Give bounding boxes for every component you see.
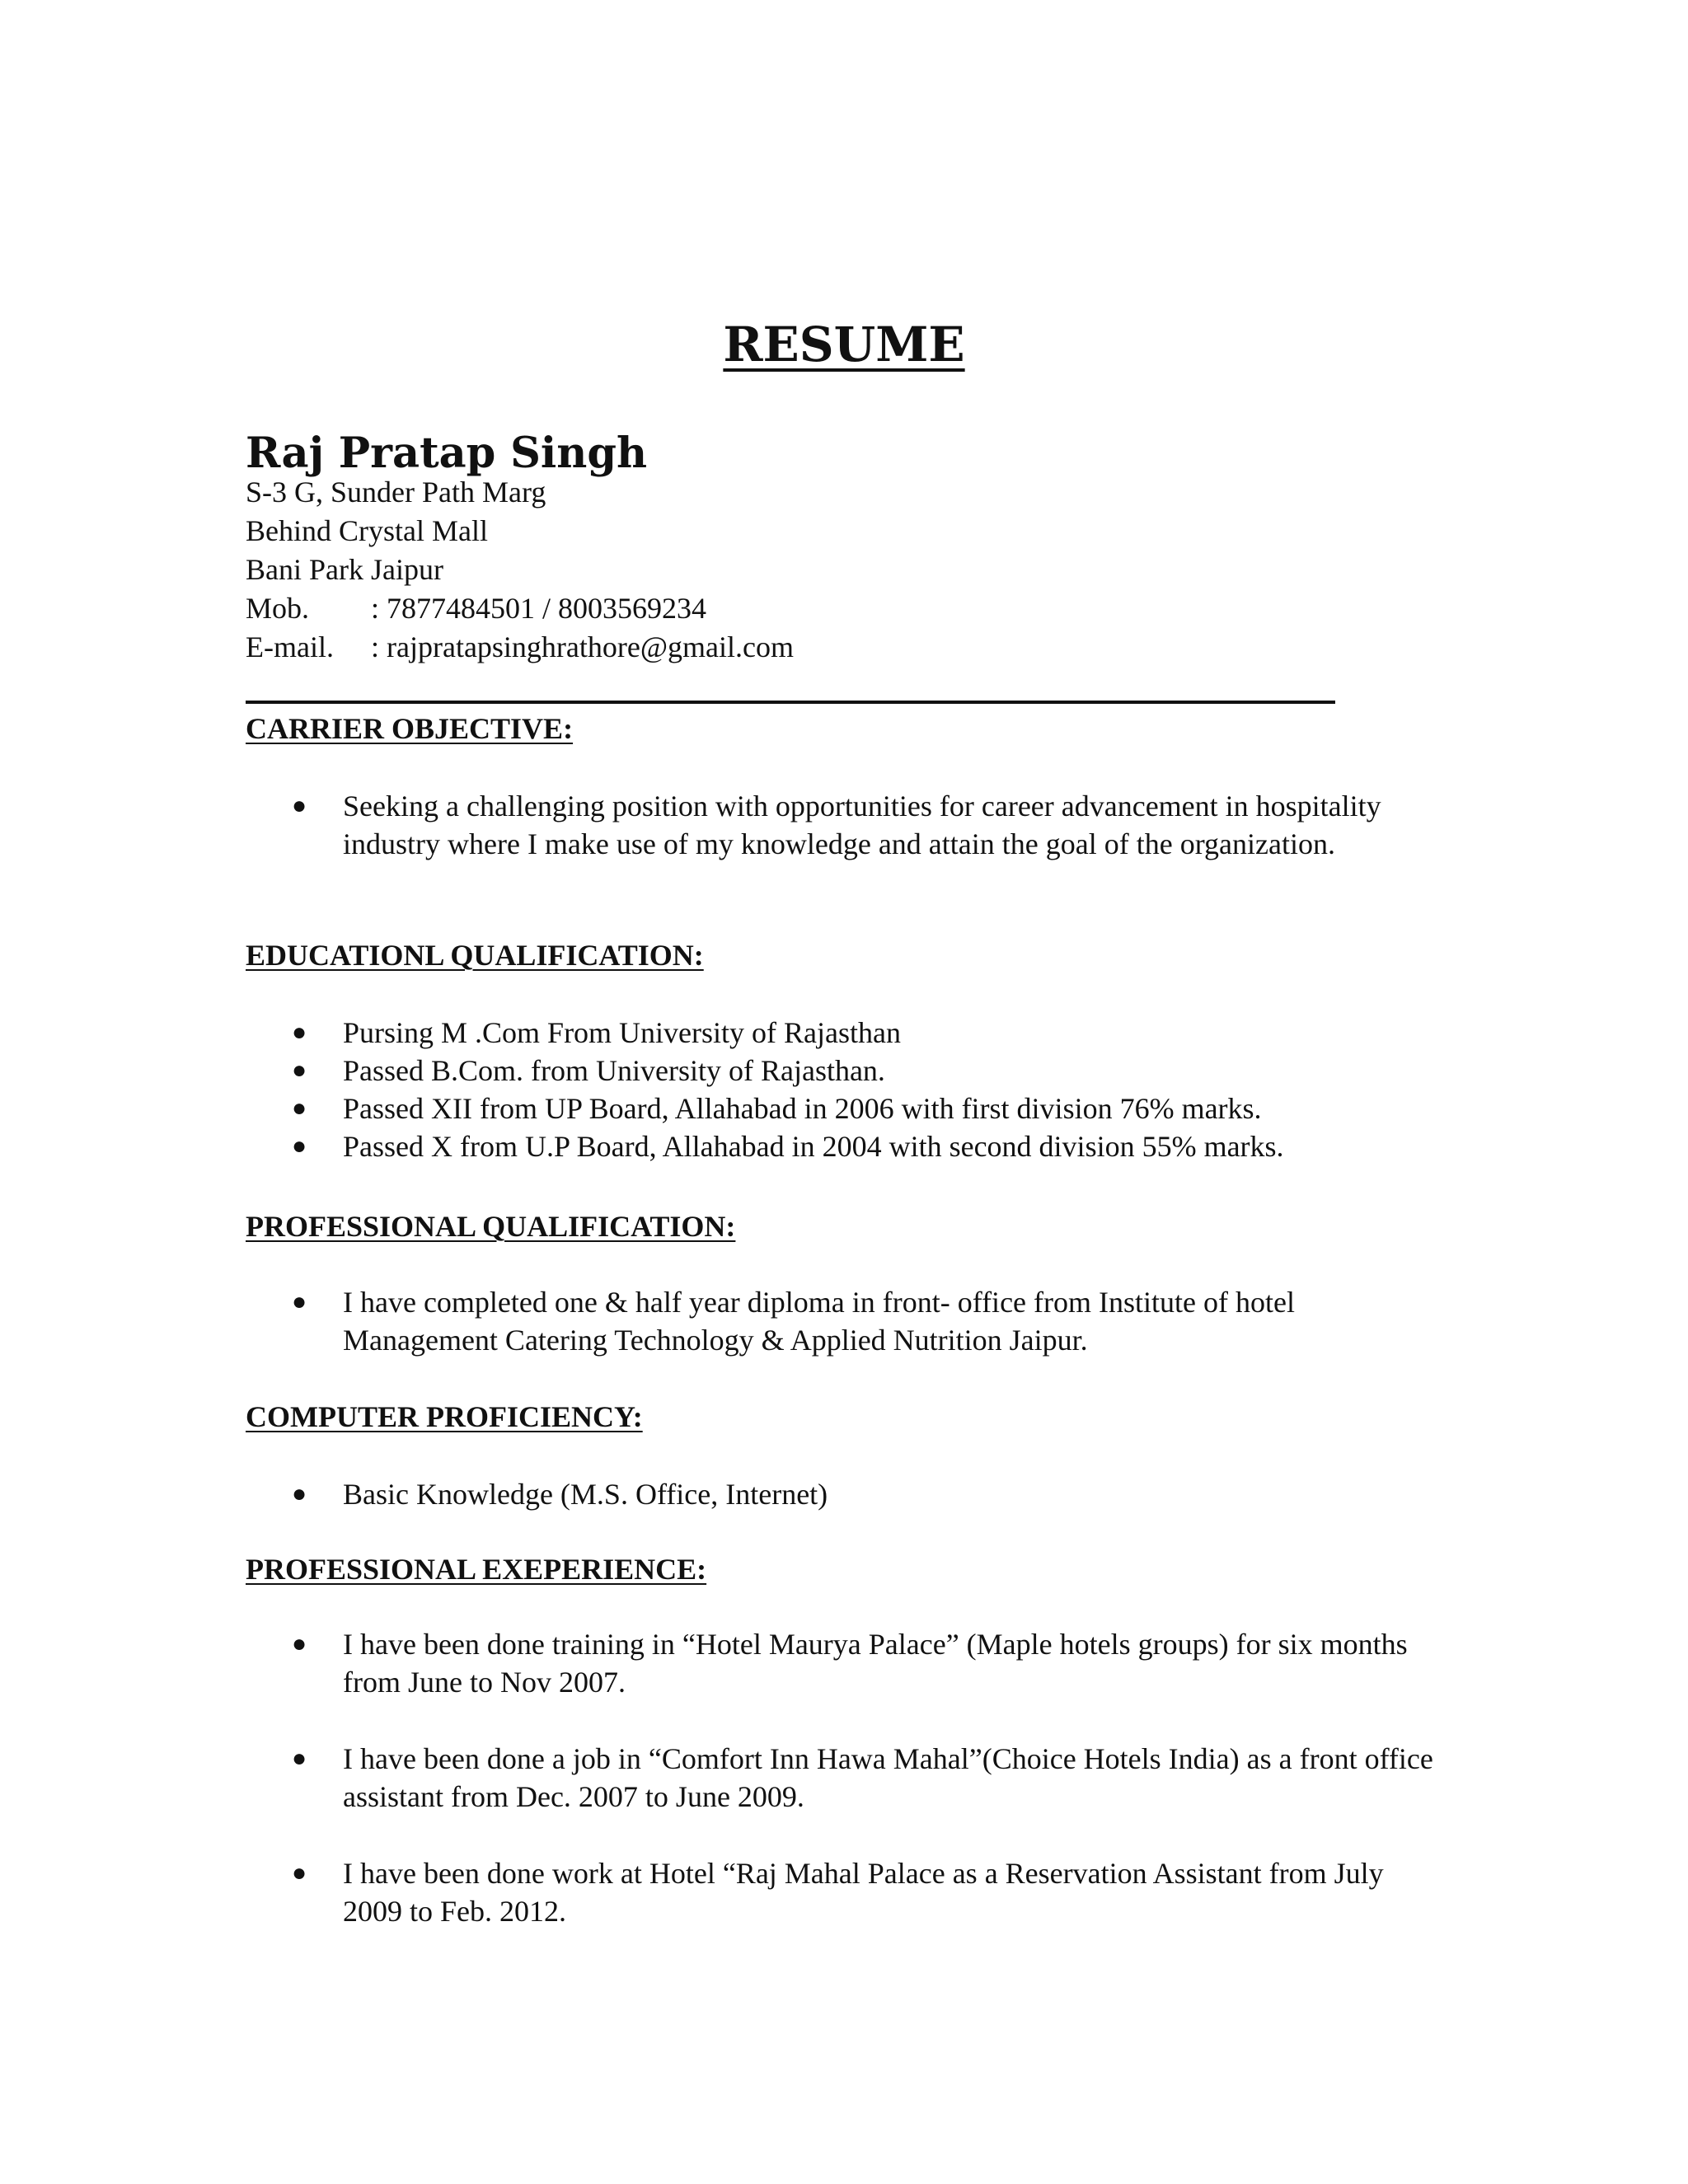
mobile-row: [246, 589, 794, 628]
computer-list: [0, 1475, 1688, 1513]
bullet-icon: ●: [292, 1859, 307, 1886]
education-heading: EDUCATIONL QUALIFICATION:: [246, 939, 704, 972]
address-line-3: Bani Park Jaipur: [246, 553, 443, 586]
computer-heading: COMPUTER PROFICIENCY:: [246, 1400, 643, 1433]
experience-list: [0, 1625, 1688, 1930]
bullet-icon: ●: [292, 1288, 307, 1315]
education-list: [0, 1014, 1688, 1165]
bullet-icon: ●: [292, 792, 307, 819]
experience-text: I have been done a job in “Comfort Inn Hawa Mahal”(Choice Hotels India) as a front office assistant from Dec. 2007 to June 2009.: [343, 1742, 1433, 1813]
contact-block: [246, 473, 794, 667]
bullet-icon: ●: [292, 1132, 307, 1160]
list-item: [0, 1475, 1688, 1513]
mobile-label: Mob.: [246, 592, 310, 625]
list-item: [0, 1854, 1688, 1930]
email-row: [246, 628, 794, 667]
objective-heading: CARRIER OBJECTIVE:: [246, 712, 574, 745]
professional-qualification-heading: PROFESSIONAL QUALIFICATION:: [246, 1210, 736, 1243]
address-line-2: Behind Crystal Mall: [246, 514, 488, 547]
objective-text: Seeking a challenging position with opportunities for career advancement in hospitality industry where I make use of my knowledge and attain the goal of the organization.: [343, 790, 1381, 860]
list-item: [0, 1090, 1688, 1127]
mobile-value: : 7877484501 / 8003569234: [371, 592, 707, 625]
objective-list: [0, 787, 1688, 863]
bullet-icon: ●: [292, 1094, 307, 1122]
address-line-1: S-3 G, Sunder Path Marg: [246, 476, 546, 509]
experience-text: I have been done work at Hotel “Raj Mahal Palace as a Reservation Assistant from July 2009 to Feb. 2012.: [343, 1857, 1384, 1928]
computer-text: Basic Knowledge (M.S. Office, Internet): [343, 1478, 828, 1511]
professional-qualification-text: I have completed one & half year diploma in front- office from Institute of hotel Management Catering Technology & Applied Nutrition Jaipur.: [343, 1286, 1295, 1357]
professional-qualification-list: [0, 1283, 1688, 1359]
bullet-icon: ●: [292, 1480, 307, 1507]
header-divider: [246, 701, 1335, 704]
list-item: [0, 1014, 1688, 1052]
list-item: [0, 1127, 1688, 1165]
document-title: RESUME: [723, 316, 965, 373]
list-item: [0, 787, 1688, 863]
email-label: E-mail.: [246, 630, 334, 663]
list-item: [0, 1052, 1688, 1090]
email-value: : rajpratapsinghrathore@gmail.com: [371, 630, 794, 663]
experience-text: I have been done training in “Hotel Maurya Palace” (Maple hotels groups) for six months from June to Nov 2007.: [343, 1628, 1408, 1699]
bullet-icon: ●: [292, 1745, 307, 1772]
bullet-icon: ●: [292, 1057, 307, 1084]
list-item: [0, 1625, 1688, 1701]
education-text: Pursing M .Com From University of Rajasthan: [343, 1016, 901, 1049]
list-item: [0, 1740, 1688, 1816]
list-item: [0, 1283, 1688, 1359]
education-text: Passed B.Com. from University of Rajasthan.: [343, 1054, 885, 1087]
candidate-name: Raj Pratap Singh: [246, 429, 648, 478]
experience-heading: PROFESSIONAL EXEPERIENCE:: [246, 1553, 707, 1586]
bullet-icon: ●: [292, 1630, 307, 1657]
education-text: Passed XII from UP Board, Allahabad in 2006 with first division 76% marks.: [343, 1092, 1262, 1125]
education-text: Passed X from U.P Board, Allahabad in 2004 with second division 55% marks.: [343, 1130, 1284, 1163]
bullet-icon: ●: [292, 1019, 307, 1046]
